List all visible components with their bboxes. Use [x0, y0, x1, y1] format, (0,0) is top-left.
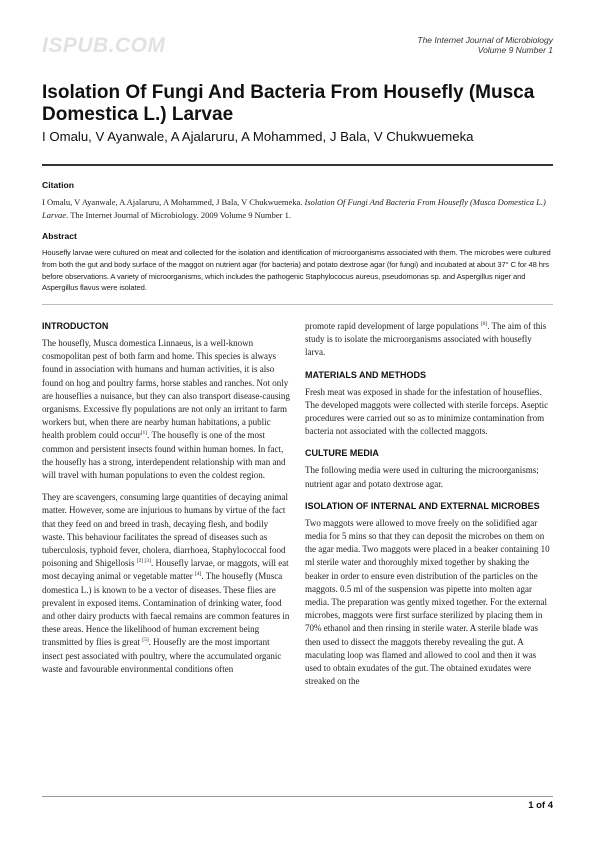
intro-heading: INTRODUCTON	[42, 321, 109, 331]
left-column	[42, 320, 290, 685]
intro-p3-text-b: . The aim of this study is to isolate the microorganisms associated with housefly larva.	[305, 321, 547, 358]
citation-text	[42, 196, 553, 221]
journal-name: The Internet Journal of Microbiology	[417, 35, 553, 45]
materials-methods-heading: MATERIALS AND METHODS	[305, 369, 426, 380]
page-number: 1 of 4	[528, 800, 553, 811]
intro-p2-text-a: They are scavengers, consuming large quantities of decaying animal matter. However, some are injurious to humans by virtue of the fact that they feed on and breed in trash, decaying flesh, and bodily waste. This behaviour facilitates the spread of diseases such as tuberculosis, typhoid fever, cholera, diarrhoea, Staphylococcal food poisoning and Shigellosis	[42, 492, 288, 569]
journal-volume: Volume 9 Number 1	[477, 44, 553, 55]
intro-p2-text-b: . Housefly larvae, or maggots, will eat most decaying animal or vegetable matter	[42, 558, 289, 582]
culture-media-text: The following media were used in culturing the microorganisms; nutrient agar and potato dextrose agar.	[305, 465, 539, 489]
abstract-text: Housefly larvae were cultured on meat and collected for the isolation and identification of microorganisms associated with them. The microbes were cultured from both the gut and body surface of the maggot on nutrient agar (for bacteria) and potato dextrose agar (for fungi) and incubated at about 37° C for 48 hrs before observations. A variety of microorganisms, which includes the pathogenic Staphylococus aureus, pseudomonas sp. and Aspergillus niger and Aspergillus flavus were isolated.	[42, 248, 551, 293]
article-title: Isolation Of Fungi And Bacteria From Housefly (Musca Domestica L.) Larvae	[42, 82, 535, 125]
isolation-text: Two maggots were allowed to move freely on the solidified agar media for 5 mins so that they can deposit the microbes on them on the agar media. Two maggots were placed in a beaker containing 10 ml sterile water and thoroughly mixed together by shaking the beaker in order to ensure even distribution of the particles on the maggots. 0.5 ml of the suspension was pipette into molten agar media. The preparation was gently mixed together. For the external microbes, maggots were first surface sterilized by placing them in 70% ethanol and then rinsing in sterile water. A sterile blade was then used to dissect the maggots thereby revealing the gut. A maculating loop was flamed and allowed to cool and then it was used to obtain exudates of the gut. The obtained exudates were streaked on the	[305, 517, 550, 687]
footer-divider	[42, 796, 553, 797]
citation-heading: Citation	[42, 180, 74, 190]
article-authors: I Omalu, V Ayanwale, A Ajalaruru, A Mohammed, J Bala, V Chukwuemeka	[42, 129, 474, 144]
ispub-logo: ISPUB.COM	[42, 34, 166, 57]
title-divider	[42, 164, 553, 166]
intro-p1-text-a: The housefly, Musca domestica Linnaeus, is a well-known cosmopolitan pest of both farm and home. This species is always found in association with humans and human activities, it is also found on hog and poultry farms, horse stables and ranches. Not only are houseflies a nuisance, but they can also transport disease-causing organisms. Excessive fly populations are not only an irritant to farm workers but, when there are nearby human habitations, a public health problem could occur	[42, 338, 290, 441]
intro-paragraph-1	[42, 337, 290, 482]
intro-p3-text-a: promote rapid development of large populations	[305, 321, 481, 331]
citation-title: Isolation Of Fungi And Bacteria From Housefly (Musca Domestica L.) Larvae	[42, 197, 546, 220]
abstract-divider	[42, 304, 553, 305]
citation-tail: . The Internet Journal of Microbiology. 2009 Volume 9 Number 1.	[66, 209, 291, 220]
intro-paragraph-2	[42, 491, 290, 676]
abstract-heading: Abstract	[42, 231, 77, 241]
citation-lead: I Omalu, V Ayanwale, A Ajalaruru, A Mohammed, J Bala, V Chukwuemeka.	[42, 197, 305, 207]
reference-2-3: [2] [3]	[136, 558, 151, 565]
journal-info	[417, 36, 553, 55]
isolation-heading: ISOLATION OF INTERNAL AND EXTERNAL MICROBES	[305, 500, 540, 511]
reference-6: [6]	[480, 321, 488, 327]
culture-media-heading: CULTURE MEDIA	[305, 448, 379, 459]
intro-p2-text-c: . The housefly (Musca domestica L.) is known to be a vector of diseases. These flies are prevalent in exposed items. Contamination of drinking water, food and other dairy products with faecal remains are common features in these areas. Hence the likelihood of human excrement being transmitted by flies is great	[42, 571, 290, 648]
reference-1: [1]	[140, 430, 148, 437]
intro-p2-text-d: . Housefly are the most important insect pest associated with poultry, where the accumulated organic waste and favourable environmental conditions often	[42, 637, 282, 674]
reference-4: [4]	[194, 571, 202, 578]
reference-5: [5]	[142, 637, 149, 644]
materials-methods-text: Fresh meat was exposed in shade for the infestation of houseflies. The developed maggots were collected with sterile forceps. Aseptic procedures were carried out so as to minimize contamination from bacteria not associated with the collected maggots.	[305, 386, 549, 437]
right-column	[305, 320, 553, 697]
intro-p1-text-b: . The housefly is one of the most common and persistent insects found within human homes. In fact, the housefly has a strong, interdependent relationship with man and will travel with human populations to even the coldest region.	[42, 430, 286, 481]
intro-paragraph-3	[305, 320, 553, 360]
